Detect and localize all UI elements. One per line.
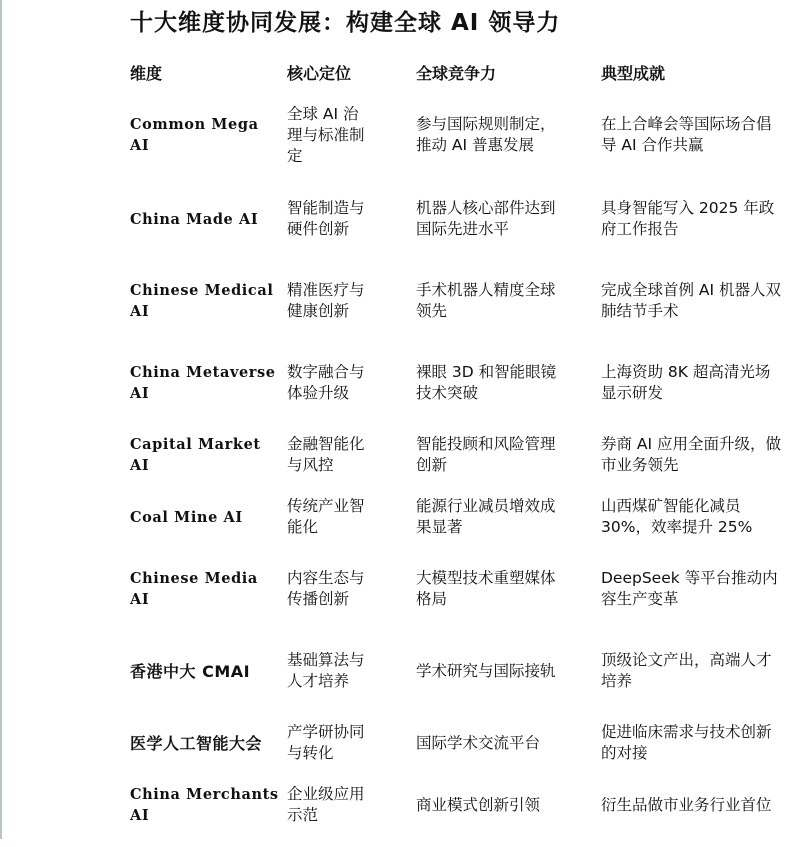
cell-dimension: Coal Mine AI — [130, 508, 243, 526]
cell-achievement: 完成全球首例 AI 机器人双肺结节手术 — [601, 281, 782, 320]
table-row — [0, 93, 790, 177]
cell-positioning: 金融智能化与风控 — [287, 435, 365, 474]
cell-dimension: Common Mega AI — [130, 116, 259, 154]
cell-achievement: 促进临床需求与技术创新的对接 — [601, 723, 772, 762]
cell-positioning: 基础算法与人才培养 — [287, 651, 365, 690]
cell-competitiveness: 手术机器人精度全球领先 — [416, 281, 556, 320]
cell-dimension: 香港中大 CMAI — [130, 661, 251, 681]
cell-competitiveness: 裸眼 3D 和智能眼镜技术突破 — [416, 363, 557, 402]
table-row — [0, 763, 790, 847]
table-header-row — [0, 62, 790, 88]
header-positioning: 核心定位 — [287, 64, 352, 83]
cell-achievement: 山西煤矿智能化减员 30%，效率提升 25% — [601, 497, 753, 536]
cell-dimension: China Merchants AI — [130, 786, 279, 824]
table-row — [0, 177, 790, 261]
cell-dimension: Chinese Media AI — [130, 570, 258, 608]
cell-positioning: 产学研协同与转化 — [287, 723, 365, 762]
cell-competitiveness: 商业模式创新引领 — [416, 795, 541, 814]
cell-positioning: 全球 AI 治理与标准制定 — [287, 104, 365, 165]
cell-competitiveness: 参与国际规则制定，推动 AI 普惠发展 — [416, 115, 556, 154]
page-title: 十大维度协同发展：构建全球 AI 领导力 — [130, 10, 561, 36]
table-row — [0, 259, 790, 343]
cell-competitiveness: 大模型技术重塑媒体格局 — [416, 569, 556, 608]
header-competitiveness: 全球竞争力 — [416, 64, 497, 83]
cell-positioning: 企业级应用示范 — [287, 785, 365, 824]
cell-positioning: 精准医疗与健康创新 — [287, 281, 365, 320]
header-dimension: 维度 — [130, 64, 163, 83]
cell-achievement: DeepSeek 等平台推动内容生产变革 — [601, 569, 778, 608]
cell-achievement: 顶级论文产出，高端人才培养 — [601, 651, 772, 690]
cell-dimension: 医学人工智能大会 — [130, 733, 263, 753]
header-achievement: 典型成就 — [601, 64, 666, 83]
cell-achievement: 在上合峰会等国际场合倡导 AI 合作共赢 — [601, 115, 772, 154]
cell-positioning: 智能制造与硬件创新 — [287, 199, 365, 238]
cell-achievement: 具身智能写入 2025 年政府工作报告 — [601, 199, 775, 238]
cell-competitiveness: 学术研究与国际接轨 — [416, 661, 556, 680]
cell-dimension: China Made AI — [130, 210, 259, 228]
cell-achievement: 衍生品做市业务行业首位 — [601, 795, 772, 814]
table-row — [0, 547, 790, 631]
cell-positioning: 数字融合与体验升级 — [287, 363, 365, 402]
cell-dimension: Capital Market AI — [130, 436, 261, 474]
cell-dimension: Chinese Medical AI — [130, 282, 274, 320]
cell-competitiveness: 智能投顾和风险管理创新 — [416, 435, 556, 474]
cell-competitiveness: 机器人核心部件达到国际先进水平 — [416, 199, 556, 238]
cell-competitiveness: 国际学术交流平台 — [416, 733, 541, 752]
cell-dimension: China Metaverse AI — [130, 364, 276, 402]
cell-competitiveness: 能源行业减员增效成果显著 — [416, 497, 556, 536]
cell-achievement: 券商 AI 应用全面升级，做市业务领先 — [601, 435, 782, 474]
cell-positioning: 内容生态与传播创新 — [287, 569, 365, 608]
cell-positioning: 传统产业智能化 — [287, 497, 365, 536]
cell-achievement: 上海资助 8K 超高清光场显示研发 — [601, 363, 771, 402]
